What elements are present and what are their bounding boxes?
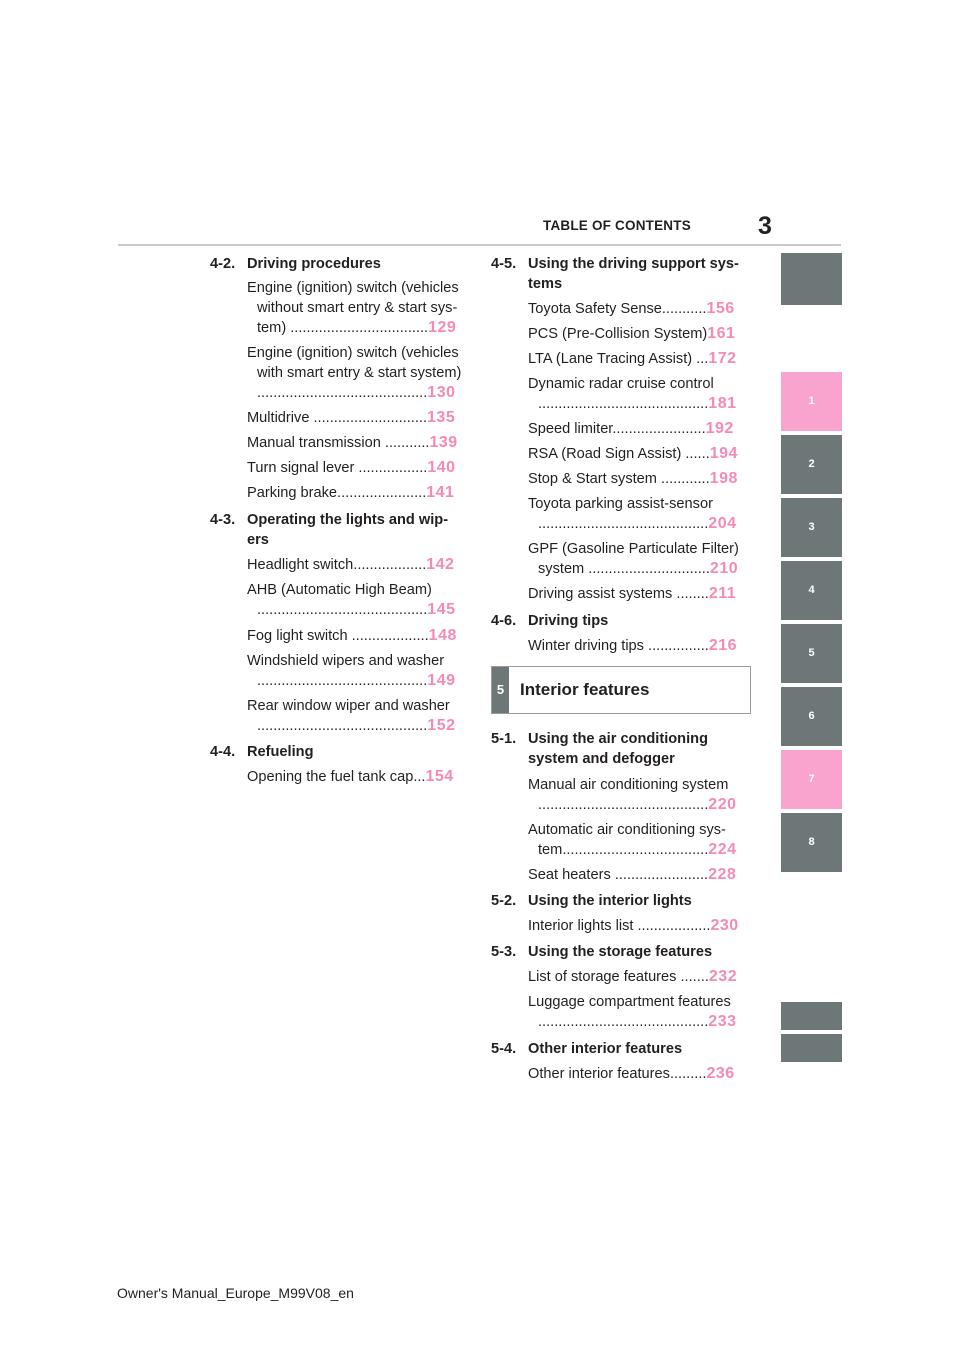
entry-leader: ..........................................233: [538, 1013, 737, 1030]
section-title: Using the driving support sys-: [528, 256, 739, 272]
section-number: 4-6.: [491, 613, 517, 629]
section-title: Operating the lights and wip-: [247, 512, 449, 528]
entry-text: Luggage compartment features: [528, 994, 731, 1010]
section-number: 4-3.: [210, 512, 236, 528]
toc-entry[interactable]: Manual transmission ...........139: [247, 434, 458, 451]
section-title: Other interior features: [528, 1041, 683, 1057]
section-title: Using the air conditioning: [528, 731, 708, 747]
section-number: 5-2.: [491, 893, 517, 909]
page-link[interactable]: 140: [427, 459, 456, 476]
toc-entry[interactable]: Toyota Safety Sense...........156: [528, 300, 735, 317]
toc-right-column: 4-5. Using the driving support sys- tems Toyota Safety Sense...........156 PCS (Pre-Collision System)161 LTA (Lane Tracing Assist) ...172 Dynamic radar cruise control ..........................................181 Speed limiter.......................192 RSA (Road Sign Assist) ......194 Stop & Start system ............198 Toyota parking assist-sensor ..........................................204 GPF (Gasoline Particulate Filter) system ..............................210 Driving assist systems ........211 4-6. Driving tips Winter driving tips ...............216 5-1. Using the air conditioning system and defogger Manual air conditioning system ..........................................220 Automatic air conditioning sys- tem....................................224 Seat heaters .......................228 5-2. Using the interior lights Interior lights list ..................230 5-3. Using the storage features List of storage features .......232 Luggage compartment features ..........................................233 5-4. Other interior features Other interior features.........236: [491, 256, 739, 1082]
page-link[interactable]: 224: [708, 841, 737, 858]
page-link[interactable]: 154: [425, 768, 454, 785]
side-tab-blank[interactable]: [781, 1034, 842, 1062]
page-link[interactable]: 192: [705, 420, 734, 437]
header-title: TABLE OF CONTENTS: [543, 218, 691, 233]
section-title: Driving tips: [528, 613, 609, 629]
toc-entry[interactable]: Turn signal lever .................140: [247, 459, 456, 476]
side-tab-8[interactable]: 8: [781, 813, 842, 872]
page-link[interactable]: 130: [427, 384, 456, 401]
page-link[interactable]: 161: [707, 325, 736, 342]
toc-entry[interactable]: Fog light switch ...................148: [247, 627, 457, 644]
entry-text: Windshield wipers and washer: [247, 653, 445, 669]
page-link[interactable]: 210: [709, 560, 739, 577]
page-link[interactable]: 216: [708, 637, 738, 654]
entry-text: GPF (Gasoline Particulate Filter): [528, 541, 739, 557]
chapter-number-tag: 5: [492, 667, 509, 713]
toc-entry[interactable]: Parking brake......................141: [247, 484, 455, 501]
side-tab-3[interactable]: 3: [781, 498, 842, 557]
page-link[interactable]: 204: [708, 515, 737, 532]
page-footer: Owner's Manual_Europe_M99V08_en: [117, 1285, 354, 1301]
toc-entry[interactable]: Other interior features.........236: [528, 1065, 735, 1082]
entry-leader: ..........................................220: [538, 796, 737, 813]
toc-entry[interactable]: Driving assist systems ........211: [528, 585, 737, 602]
entry-leader: ..........................................145: [257, 601, 456, 618]
page-link[interactable]: 129: [428, 319, 457, 336]
toc-entry[interactable]: Stop & Start system ............198: [528, 470, 738, 487]
toc-entry[interactable]: PCS (Pre-Collision System)161: [528, 325, 736, 342]
section-title: Using the storage features: [528, 944, 713, 960]
section-title: Using the interior lights: [528, 893, 692, 909]
entry-leader: system ..............................210: [538, 560, 739, 577]
entry-leader: tem....................................224: [538, 841, 737, 858]
entry-text: without smart entry & start sys-: [257, 300, 458, 316]
page-link[interactable]: 181: [708, 395, 737, 412]
side-tab-blank[interactable]: [781, 253, 842, 305]
section-number: 4-5.: [491, 256, 517, 272]
side-tab-4[interactable]: 4: [781, 561, 842, 620]
page-link[interactable]: 135: [427, 409, 456, 426]
page-link[interactable]: 236: [706, 1065, 735, 1082]
entry-text: Automatic air conditioning sys-: [528, 822, 726, 838]
side-tab-7[interactable]: 7: [781, 750, 842, 809]
entry-leader: ..........................................152: [257, 717, 456, 734]
page-link[interactable]: 232: [708, 968, 738, 985]
entry-leader: ..........................................130: [257, 384, 456, 401]
page-link[interactable]: 230: [710, 917, 739, 934]
side-tab-2[interactable]: 2: [781, 435, 842, 494]
toc-entry[interactable]: List of storage features .......232: [528, 968, 738, 985]
chapter-heading-interior-features[interactable]: [491, 666, 751, 714]
entry-text: Toyota parking assist-sensor: [528, 496, 713, 512]
page-number: 3: [758, 212, 772, 240]
section-title: Refueling: [247, 744, 314, 760]
page-link[interactable]: 194: [709, 445, 738, 462]
page-link[interactable]: 156: [706, 300, 735, 317]
page-link[interactable]: 142: [426, 556, 455, 573]
toc-entry[interactable]: Interior lights list ..................230: [528, 917, 739, 934]
page-link[interactable]: 220: [708, 796, 737, 813]
page-link[interactable]: 198: [709, 470, 738, 487]
toc-entry[interactable]: Opening the fuel tank cap...154: [247, 768, 454, 785]
page-link[interactable]: 141: [426, 484, 455, 501]
section-number: 5-4.: [491, 1041, 517, 1057]
page-link[interactable]: 152: [427, 717, 456, 734]
entry-text: Dynamic radar cruise control: [528, 376, 714, 392]
chapter-title: Interior features: [520, 680, 650, 699]
entry-text: Engine (ignition) switch (vehicles: [247, 345, 459, 361]
page-link[interactable]: 172: [708, 350, 737, 367]
entry-text: Rear window wiper and washer: [247, 698, 450, 714]
section-number: 4-4.: [210, 744, 236, 760]
side-tab-blank[interactable]: [781, 1002, 842, 1030]
entry-text: Manual air conditioning system: [528, 777, 729, 793]
toc-entry[interactable]: RSA (Road Sign Assist) ......194: [528, 445, 738, 462]
entry-text: with smart entry & start system): [257, 365, 462, 381]
section-title: Driving procedures: [247, 256, 381, 272]
page-link[interactable]: 148: [428, 627, 457, 644]
toc-entry[interactable]: Multidrive ............................135: [247, 409, 456, 426]
page-link[interactable]: 139: [429, 434, 458, 451]
section-number: 4-2.: [210, 256, 236, 272]
side-tab-6[interactable]: 6: [781, 687, 842, 746]
entry-leader: ..........................................204: [538, 515, 737, 532]
page-link[interactable]: 145: [427, 601, 456, 618]
toc-entry[interactable]: Winter driving tips ...............216: [528, 637, 738, 654]
side-tab-5[interactable]: 5: [781, 624, 842, 683]
section-number: 5-3.: [491, 944, 517, 960]
page-link[interactable]: 228: [708, 866, 737, 883]
page-link[interactable]: 233: [708, 1013, 737, 1030]
entry-leader: tem) ..................................129: [257, 319, 457, 336]
entry-text: AHB (Automatic High Beam): [247, 582, 432, 598]
entry-text: Engine (ignition) switch (vehicles: [247, 280, 459, 296]
toc-entry[interactable]: Speed limiter.......................192: [528, 420, 734, 437]
page-link[interactable]: 211: [708, 585, 737, 602]
entry-leader: ..........................................181: [538, 395, 737, 412]
page-link[interactable]: 149: [427, 672, 456, 689]
section-number: 5-1.: [491, 731, 517, 747]
toc-left-column: 4-2. Driving procedures Engine (ignition) switch (vehicles without smart entry & start sys- tem) ..................................129 Engine (ignition) switch (vehicles with smart entry & start system) ..........................................130 Multidrive ............................135 Manual transmission ...........139 Turn signal lever .................140 Parking brake......................141 4-3. Operating the lights and wip- ers Headlight switch..................142 AHB (Automatic High Beam) ..........................................145 Fog light switch ...................148 Windshield wipers and washer ..........................................149 Rear window wiper and washer ..........................................152 4-4. Refueling Opening the fuel tank cap...154: [210, 256, 462, 785]
header-divider: [118, 244, 841, 246]
toc-entry[interactable]: Seat heaters .......................228: [528, 866, 737, 883]
toc-entry[interactable]: Headlight switch..................142: [247, 556, 455, 573]
toc-entry[interactable]: LTA (Lane Tracing Assist) ...172: [528, 350, 737, 367]
side-tab-1[interactable]: 1: [781, 372, 842, 431]
entry-leader: ..........................................149: [257, 672, 456, 689]
